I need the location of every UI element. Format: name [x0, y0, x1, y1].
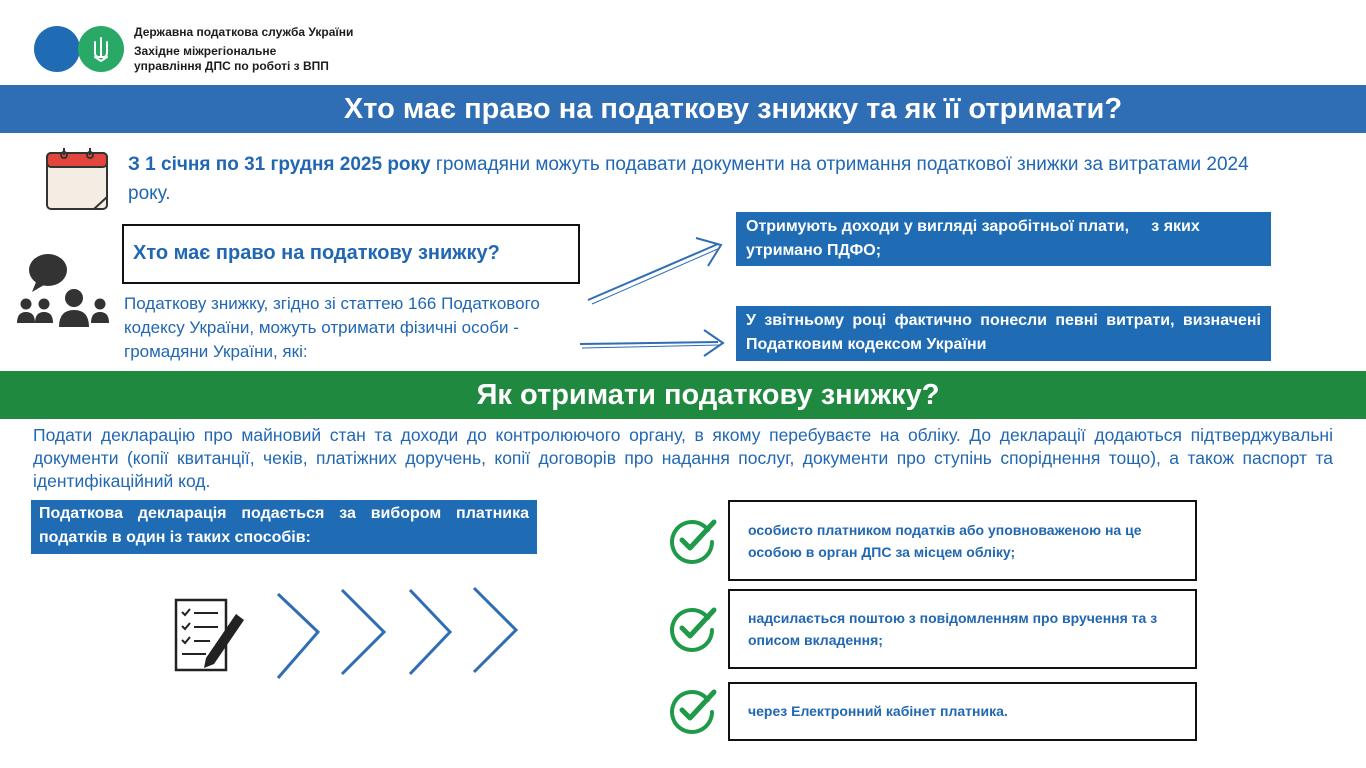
- chevron-right-icon: [278, 594, 318, 678]
- check-circle-icon: [668, 516, 718, 566]
- chevron-right-icon: [410, 590, 450, 674]
- arrow-right-icon: [578, 232, 738, 362]
- method-post-box: [728, 589, 1197, 669]
- how-heading: Як отримати податкову знижку?: [476, 379, 940, 411]
- org-subdivision-line1: Західне міжрегіональне: [134, 44, 277, 58]
- trident-icon: [78, 26, 124, 72]
- trident-logo-icon: [78, 26, 124, 72]
- calendar-icon: [44, 145, 110, 211]
- method-e-cabinet: через Електронний кабінет платника.: [748, 703, 1008, 719]
- method-post: надсилається поштою з повідомленням про вручення та з описом вкладення;: [748, 610, 1158, 648]
- condition-salary: Отримують доходи у вигляді заробітньої плати, з яких утримано ПДФО;: [736, 212, 1271, 266]
- intro-paragraph: [128, 150, 1278, 208]
- how-paragraph: Подати декларацію про майновий стан та доходи до контролюючого органу, в якому перебуваєте на обліку. До декларації додаються підтверджувальні документи (копії квитанції, чеків, платіжних доручень, копії договорів про надання послуг, документи про ступінь споріднення тощо), а також паспорт та ідентифікаційний код.: [33, 425, 1333, 491]
- document-pen-icon: [170, 596, 250, 672]
- title-band: [0, 85, 1366, 133]
- intro-dates: З 1 січня по 31 грудня 2025 року: [128, 154, 431, 175]
- org-name: Державна податкова служба України: [134, 25, 354, 39]
- logo-blue-circle: [34, 26, 80, 72]
- who-paragraph: Податкову знижку, згідно зі статтею 166 Податкового кодексу України, можуть отримати фізичні особи - громадяни України, які:: [124, 294, 540, 361]
- chevron-right-icon: [342, 590, 384, 674]
- check-circle-icon: [668, 604, 718, 654]
- method-in-person: особисто платником податків або уповноваженою на це особою в орган ДПС за місцем обліку;: [748, 522, 1142, 560]
- check-circle-icon: [668, 686, 718, 736]
- intro-text: громадяни можуть подавати документи на отримання податкової знижки за витратами 2024 року.: [128, 154, 1249, 204]
- who-heading: Хто має право на податкову знижку?: [133, 242, 500, 264]
- chevrons-group: [272, 586, 522, 686]
- org-subdivision-line2: управління ДПС по роботі з ВПП: [134, 59, 329, 73]
- people-chat-icon: [14, 250, 110, 338]
- condition-expenses: У звітньому році фактично понесли певні витрати, визначені Податковим кодексом України: [736, 306, 1271, 361]
- methods-title: Податкова декларація подається за вибором платника податків в один із таких способів:: [31, 500, 537, 554]
- how-band: [0, 371, 1366, 419]
- chevron-right-icon: [474, 588, 516, 672]
- method-in-person-box: [728, 500, 1197, 581]
- method-e-cabinet-box: [728, 682, 1197, 741]
- who-heading-box: [122, 224, 580, 284]
- page-title: Хто має право на податкову знижку та як її отримати?: [343, 93, 1123, 125]
